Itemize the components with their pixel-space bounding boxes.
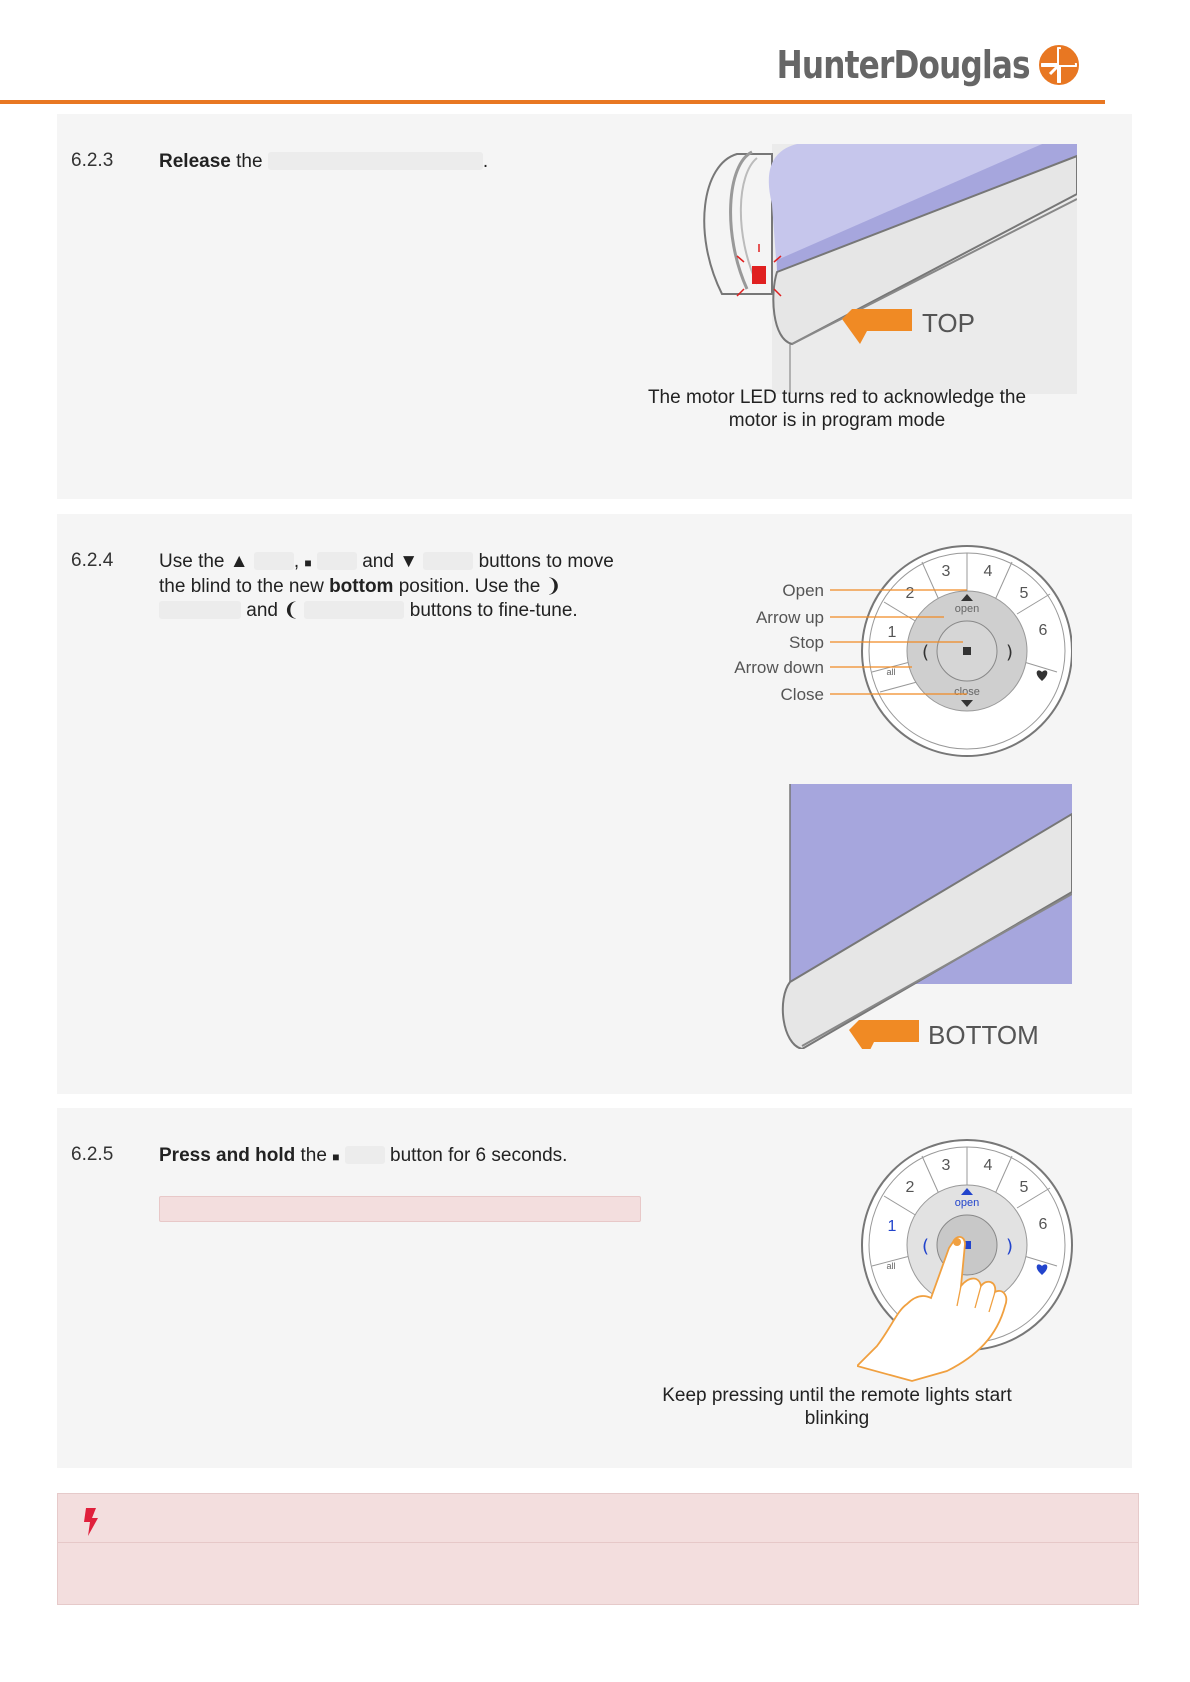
label-stop: Stop	[789, 633, 824, 652]
stop-icon: ■	[304, 556, 312, 570]
step-6-2-5-panel	[57, 1108, 1132, 1468]
text-part: and	[241, 600, 284, 621]
step-6-2-3-panel	[57, 114, 1132, 499]
stop-icon: ■	[332, 1150, 340, 1164]
label-open: Open	[782, 581, 824, 600]
text-part: button for 6 seconds.	[384, 1145, 568, 1166]
redacted-term	[345, 1146, 385, 1164]
step-text: the	[230, 151, 268, 172]
page-header	[0, 0, 1190, 110]
blind-top-illustration	[682, 144, 1077, 394]
text-part: the	[295, 1145, 333, 1166]
arrow-down-icon: ▼	[399, 551, 419, 572]
label-close: Close	[780, 685, 824, 704]
redacted-term	[268, 152, 483, 170]
remote-all-label: all	[886, 667, 896, 677]
note-bar	[159, 1196, 641, 1222]
remote-num-5: 5	[1019, 1179, 1029, 1196]
step-bold: Release	[159, 151, 231, 172]
svg-text:): )	[1006, 1236, 1014, 1257]
brand-logo	[721, 40, 1080, 90]
step-number: 6.2.3	[71, 150, 114, 171]
step-caption: Keep pressing until the remote lights start blinking	[662, 1385, 1012, 1429]
warning-divider	[58, 1542, 1138, 1543]
remote-close-label: close	[954, 686, 980, 698]
step-number: 6.2.4	[71, 550, 114, 571]
redacted-term	[423, 552, 473, 570]
text-part: buttons to move the blind to the new	[159, 551, 614, 597]
remote-all-label: all	[886, 1261, 896, 1271]
step-caption: The motor LED turns red to acknowledge the motor is in program mode	[647, 387, 1027, 431]
redacted-term	[317, 552, 357, 570]
step-6-2-4-panel	[57, 514, 1132, 1094]
text-part: buttons to fine-tune.	[404, 600, 578, 621]
label-arrow-up: Arrow up	[755, 608, 824, 627]
remote-num-5: 5	[1019, 585, 1029, 602]
remote-num-4: 4	[983, 563, 993, 580]
svg-text:(: (	[922, 642, 930, 663]
redacted-term	[304, 601, 404, 619]
remote-num-4: 4	[983, 1157, 993, 1174]
step-bold: bottom	[329, 576, 394, 597]
remote-num-3: 3	[941, 563, 951, 580]
text-part: and	[356, 551, 400, 572]
step-end: .	[482, 151, 489, 172]
step-bold: Press and hold	[159, 1145, 296, 1166]
brand-name: HunterDouglas	[776, 43, 1030, 87]
step-instruction	[159, 150, 488, 174]
arrow-up-icon: ▲	[229, 551, 249, 572]
remote-num-3: 3	[941, 1157, 951, 1174]
arrow-right-icon: ❩	[545, 576, 562, 597]
remote-num-1: 1	[887, 1218, 897, 1235]
text-part: ,	[293, 551, 305, 572]
lightning-icon	[82, 1508, 102, 1536]
top-label: TOP	[922, 308, 975, 338]
arrow-left-icon: ❨	[283, 600, 300, 621]
warning-box	[57, 1493, 1139, 1605]
remote-press-illustration	[857, 1136, 1077, 1386]
remote-open-label: open	[954, 603, 980, 615]
label-arrow-down: Arrow down	[734, 658, 824, 677]
bottom-label: BOTTOM	[928, 1020, 1039, 1049]
redacted-term	[159, 601, 241, 619]
svg-text:): )	[1006, 642, 1014, 663]
remote-num-6: 6	[1038, 622, 1048, 639]
svg-text:(: (	[922, 1236, 930, 1257]
header-divider	[0, 100, 1105, 104]
text-part: position. Use the	[393, 576, 546, 597]
remote-diagram	[712, 542, 1072, 760]
remote-num-2: 2	[905, 585, 915, 602]
remote-num-1: 1	[887, 624, 897, 641]
step-instruction	[159, 1144, 567, 1169]
step-number: 6.2.5	[71, 1144, 114, 1165]
remote-num-2: 2	[905, 1179, 915, 1196]
remote-open-label: open	[954, 1197, 980, 1209]
hunter-douglas-logo-icon	[1038, 44, 1080, 86]
redacted-term	[254, 552, 294, 570]
step-instruction	[159, 550, 619, 623]
blind-bottom-illustration	[772, 784, 1072, 1049]
text-part: Use the	[159, 551, 230, 572]
remote-num-6: 6	[1038, 1216, 1048, 1233]
